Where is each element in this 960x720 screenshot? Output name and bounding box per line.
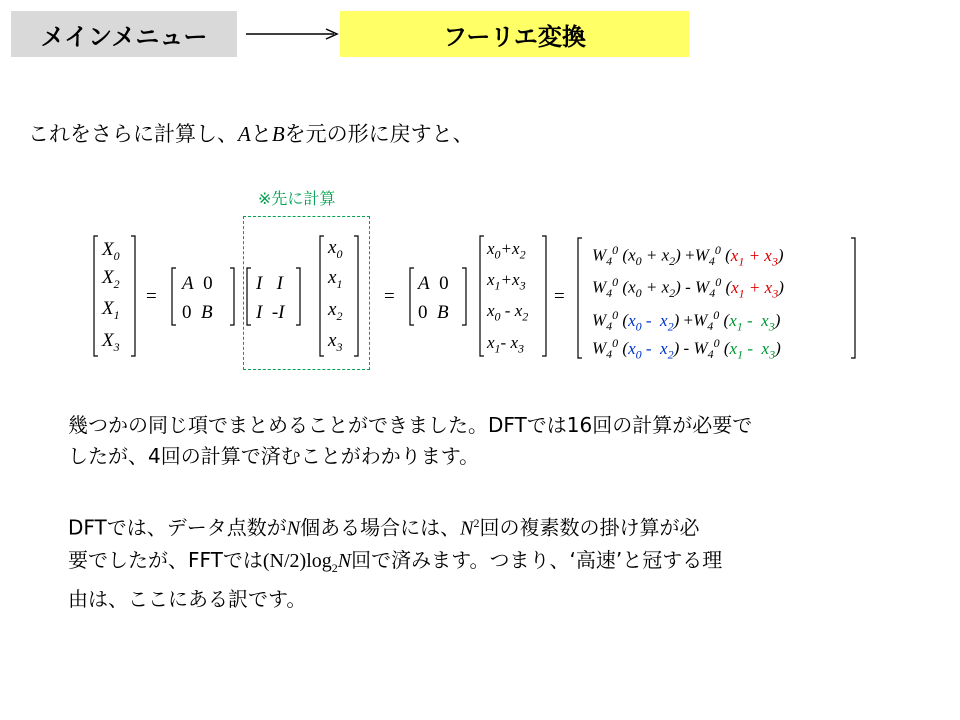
p2-text: 回の複素数の掛け算が必 (479, 515, 700, 540)
vec-x1: $x_1$ (328, 267, 343, 291)
vec-x2: $x_2$ (328, 299, 343, 323)
paragraph-1-line-2: したが、4回の計算で済むことがわかります。 (68, 444, 480, 468)
paragraph-2 (68, 508, 722, 615)
vec-x0: $x_0$ (328, 237, 343, 261)
intro-text (28, 118, 474, 148)
p2-N2: N (460, 517, 474, 540)
p2-text: 個ある場合には、 (300, 515, 461, 540)
p2-text: 要でしたが、FFTでは (68, 547, 263, 572)
intro-A: A (238, 122, 251, 146)
paragraph-2-line-3: 由は、ここにある訳です。 (68, 586, 307, 611)
p2-text: 回で済みます。つまり、‘高速’と冠する理 (351, 547, 723, 572)
p2-N2-exponent: 2 (473, 516, 480, 530)
block-ii-row1: I I (256, 273, 283, 294)
paragraph-2-line-1 (68, 508, 722, 545)
main-menu-label: メインメニュー (40, 22, 208, 51)
block-ii-row2: I -I (256, 302, 285, 323)
result-row-1: $W_4^0$ $(x_0 + x_2) +W_4^0$ $(x_1 + x_3)$ (592, 243, 784, 269)
block-ab-row2: 0 B (182, 302, 213, 323)
intro-part-end: を元の形に戻すと、 (284, 122, 474, 146)
sum-row-2: $x_1+x_3$ (487, 270, 526, 293)
vec-x3: $x_3$ (328, 330, 343, 354)
block-ab-row1: A 0 (182, 273, 213, 294)
paragraph-1-line-1: 幾つかの同じ項でまとめることができました。DFTでは16回の計算が必要で (68, 413, 753, 437)
vec-X0: $X_0$ (102, 239, 120, 263)
block-ab2-row2: 0 B (418, 302, 449, 323)
vec-X3: $X_3$ (102, 330, 120, 354)
result-row-4: $W_4^0$ $(x_0 - x_2) - W_4^0$ $(x_1 - x_3)$ (592, 336, 781, 362)
equals-3: = (554, 286, 565, 307)
sum-row-1: $x_0+x_2$ (487, 239, 526, 262)
page-title (340, 11, 689, 57)
p2-formula-sub: 2 (331, 560, 338, 575)
arrow-right-icon (246, 28, 340, 40)
p2-formula: (N/2)log (262, 549, 332, 572)
sum-row-4: $x_1-$ $x_3$ (487, 333, 525, 356)
vec-X1: $X_1$ (102, 298, 120, 322)
intro-B: B (271, 122, 285, 146)
result-row-2: $W_4^0$ $(x_0 + x_2) - W_4^0$ $(x_1 + x_3)$ (592, 275, 784, 301)
block-ab2-row1: A 0 (418, 273, 449, 294)
page-title-text: フーリエ変換 (443, 22, 586, 51)
p2-formula-N: N (337, 549, 352, 572)
sum-row-3: $x_0 - x_2$ (487, 301, 529, 324)
precompute-note: ※先に計算 (258, 189, 336, 208)
equals-2: = (384, 286, 395, 307)
intro-and: と (250, 122, 272, 146)
p2-text: DFTでは、データ点数が (68, 515, 287, 540)
result-row-3: $W_4^0$ $(x_0 - x_2) +W_4^0$ $(x_1 - x_3)$ (592, 308, 781, 334)
p2-N: N (286, 517, 301, 540)
paragraph-1 (68, 410, 752, 472)
intro-part: これをさらに計算し、 (28, 122, 238, 146)
equals-1: = (146, 286, 157, 307)
paragraph-2-line-2 (68, 545, 722, 584)
main-menu-button[interactable] (11, 11, 237, 57)
vec-X2: $X_2$ (102, 267, 120, 291)
